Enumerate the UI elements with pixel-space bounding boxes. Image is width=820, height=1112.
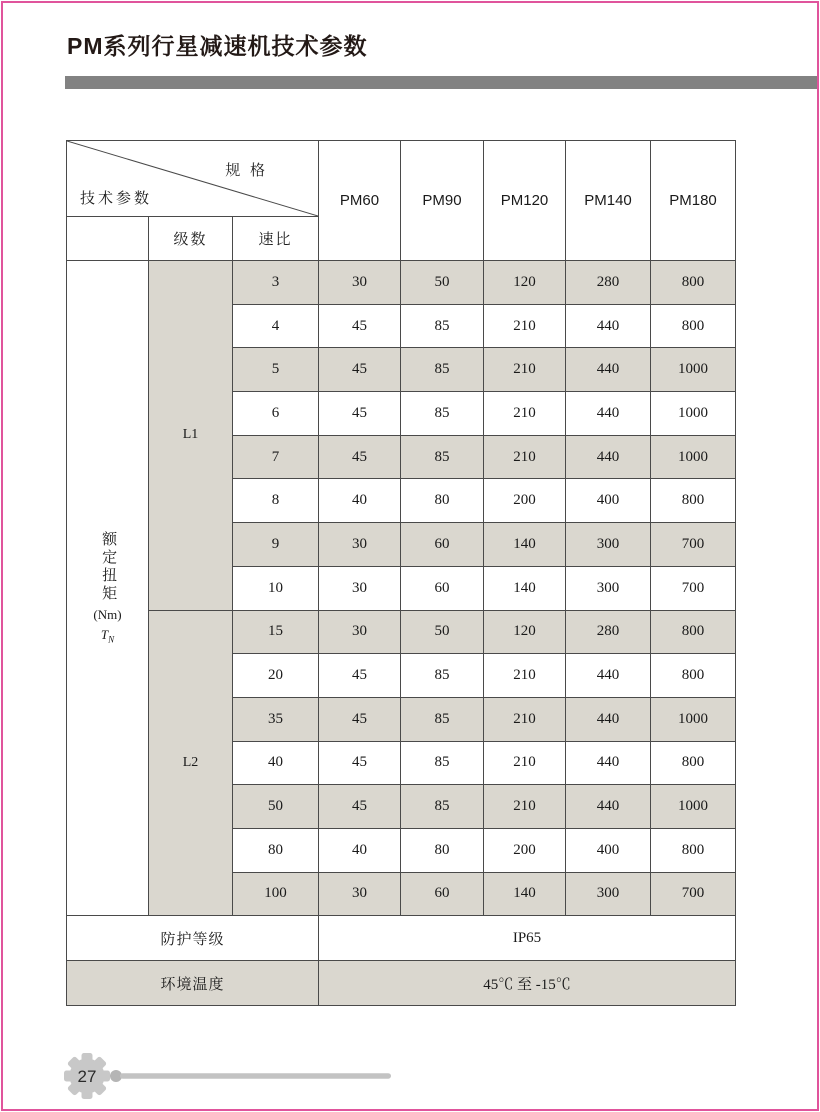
torque-value-cell: 440 — [566, 654, 651, 698]
torque-value-cell: 800 — [651, 610, 736, 654]
torque-value-cell: 800 — [651, 304, 736, 348]
torque-value-cell: 440 — [566, 741, 651, 785]
torque-value-cell: 700 — [651, 523, 736, 567]
torque-value-cell: 45 — [319, 785, 401, 829]
torque-value-cell: 40 — [319, 479, 401, 523]
torque-value-cell: 50 — [401, 610, 484, 654]
torque-value-cell: 80 — [401, 828, 484, 872]
torque-value-cell: 1000 — [651, 785, 736, 829]
footer-row — [67, 916, 736, 961]
torque-value-cell: 45 — [319, 348, 401, 392]
page-number: 27 — [77, 1067, 97, 1086]
empty-header-cell — [67, 217, 149, 261]
torque-axis-cell — [67, 261, 149, 916]
torque-value-cell: 1000 — [651, 348, 736, 392]
torque-value-cell: 45 — [319, 741, 401, 785]
footer-value-cell: IP65 — [319, 916, 736, 961]
torque-value-cell: 45 — [319, 435, 401, 479]
torque-value-cell: 80 — [401, 479, 484, 523]
torque-symbol-main: T — [100, 627, 109, 643]
torque-value-cell: 1000 — [651, 697, 736, 741]
torque-value-cell: 800 — [651, 741, 736, 785]
spec-table-body — [67, 261, 736, 1006]
torque-value-cell: 200 — [484, 828, 566, 872]
ratio-cell: 35 — [233, 697, 319, 741]
torque-value-cell: 210 — [484, 654, 566, 698]
torque-value-cell: 210 — [484, 785, 566, 829]
torque-symbol — [101, 627, 114, 645]
footer-graphic — [63, 1051, 403, 1101]
spec-axis-label: 规 格 — [225, 163, 269, 179]
torque-value-cell: 440 — [566, 304, 651, 348]
ratio-cell: 8 — [233, 479, 319, 523]
footer-label-cell: 防护等级 — [67, 916, 319, 961]
torque-value-cell: 85 — [401, 304, 484, 348]
torque-value-cell: 210 — [484, 304, 566, 348]
torque-value-cell: 140 — [484, 566, 566, 610]
column-header-pm140: PM140 — [566, 141, 651, 261]
ratio-cell: 3 — [233, 261, 319, 305]
stage-column-header: 级数 — [149, 217, 233, 261]
torque-value-cell: 85 — [401, 348, 484, 392]
ratio-cell: 7 — [233, 435, 319, 479]
footer-line — [120, 1073, 391, 1079]
torque-value-cell: 120 — [484, 610, 566, 654]
torque-value-cell: 120 — [484, 261, 566, 305]
column-header-pm90: PM90 — [401, 141, 484, 261]
torque-label-text: 额定扭矩 — [100, 531, 117, 604]
param-axis-label: 技术参数 — [80, 191, 153, 207]
torque-value-cell: 440 — [566, 697, 651, 741]
torque-value-cell: 30 — [319, 610, 401, 654]
torque-value-cell: 300 — [566, 872, 651, 916]
ratio-cell: 9 — [233, 523, 319, 567]
torque-value-cell: 210 — [484, 435, 566, 479]
torque-value-cell: 440 — [566, 348, 651, 392]
torque-value-cell: 85 — [401, 435, 484, 479]
torque-value-cell: 300 — [566, 566, 651, 610]
torque-value-cell: 140 — [484, 872, 566, 916]
page-footer — [63, 1051, 403, 1106]
torque-value-cell: 800 — [651, 654, 736, 698]
torque-unit: (Nm) — [93, 607, 122, 623]
ratio-cell: 50 — [233, 785, 319, 829]
torque-value-cell: 400 — [566, 479, 651, 523]
ratio-cell: 20 — [233, 654, 319, 698]
torque-value-cell: 210 — [484, 392, 566, 436]
corner-diagonal-cell — [67, 141, 319, 217]
torque-value-cell: 60 — [401, 523, 484, 567]
torque-value-cell: 60 — [401, 566, 484, 610]
page-title: PM系列行星减速机技术参数 — [67, 33, 368, 59]
torque-value-cell: 85 — [401, 785, 484, 829]
torque-value-cell: 700 — [651, 566, 736, 610]
torque-value-cell: 200 — [484, 479, 566, 523]
footer-label-cell: 环境温度 — [67, 961, 319, 1006]
torque-value-cell: 85 — [401, 697, 484, 741]
footer-row — [67, 961, 736, 1006]
ratio-cell: 10 — [233, 566, 319, 610]
torque-value-cell: 30 — [319, 523, 401, 567]
column-header-pm120: PM120 — [484, 141, 566, 261]
ratio-cell: 80 — [233, 828, 319, 872]
table-row — [67, 261, 736, 305]
torque-value-cell: 140 — [484, 523, 566, 567]
torque-value-cell: 45 — [319, 304, 401, 348]
torque-axis-label — [67, 531, 148, 645]
footer-value-cell: 45℃ 至 -15℃ — [319, 961, 736, 1006]
torque-value-cell: 85 — [401, 654, 484, 698]
torque-value-cell: 210 — [484, 697, 566, 741]
torque-value-cell: 700 — [651, 872, 736, 916]
torque-value-cell: 440 — [566, 392, 651, 436]
ratio-cell: 15 — [233, 610, 319, 654]
torque-value-cell: 800 — [651, 261, 736, 305]
torque-value-cell: 210 — [484, 348, 566, 392]
torque-symbol-sub: N — [108, 634, 115, 645]
torque-value-cell: 40 — [319, 828, 401, 872]
ratio-column-header: 速比 — [233, 217, 319, 261]
torque-value-cell: 800 — [651, 479, 736, 523]
torque-value-cell: 30 — [319, 566, 401, 610]
ratio-cell: 4 — [233, 304, 319, 348]
torque-value-cell: 440 — [566, 785, 651, 829]
torque-value-cell: 280 — [566, 261, 651, 305]
torque-value-cell: 45 — [319, 392, 401, 436]
torque-value-cell: 1000 — [651, 392, 736, 436]
ratio-cell: 40 — [233, 741, 319, 785]
spec-table-header — [67, 141, 736, 261]
torque-value-cell: 440 — [566, 435, 651, 479]
torque-value-cell: 210 — [484, 741, 566, 785]
torque-value-cell: 800 — [651, 828, 736, 872]
torque-value-cell: 30 — [319, 261, 401, 305]
title-underline-bar — [65, 76, 817, 89]
stage-cell: L1 — [149, 261, 233, 611]
stage-cell: L2 — [149, 610, 233, 916]
torque-value-cell: 30 — [319, 872, 401, 916]
torque-value-cell: 1000 — [651, 435, 736, 479]
spec-table — [66, 140, 736, 1006]
torque-value-cell: 60 — [401, 872, 484, 916]
torque-value-cell: 85 — [401, 741, 484, 785]
ratio-cell: 6 — [233, 392, 319, 436]
column-header-pm60: PM60 — [319, 141, 401, 261]
torque-value-cell: 85 — [401, 392, 484, 436]
torque-value-cell: 45 — [319, 654, 401, 698]
torque-value-cell: 300 — [566, 523, 651, 567]
table-row — [67, 610, 736, 654]
column-header-pm180: PM180 — [651, 141, 736, 261]
torque-value-cell: 280 — [566, 610, 651, 654]
ratio-cell: 5 — [233, 348, 319, 392]
torque-value-cell: 400 — [566, 828, 651, 872]
ratio-cell: 100 — [233, 872, 319, 916]
torque-value-cell: 50 — [401, 261, 484, 305]
torque-value-cell: 45 — [319, 697, 401, 741]
